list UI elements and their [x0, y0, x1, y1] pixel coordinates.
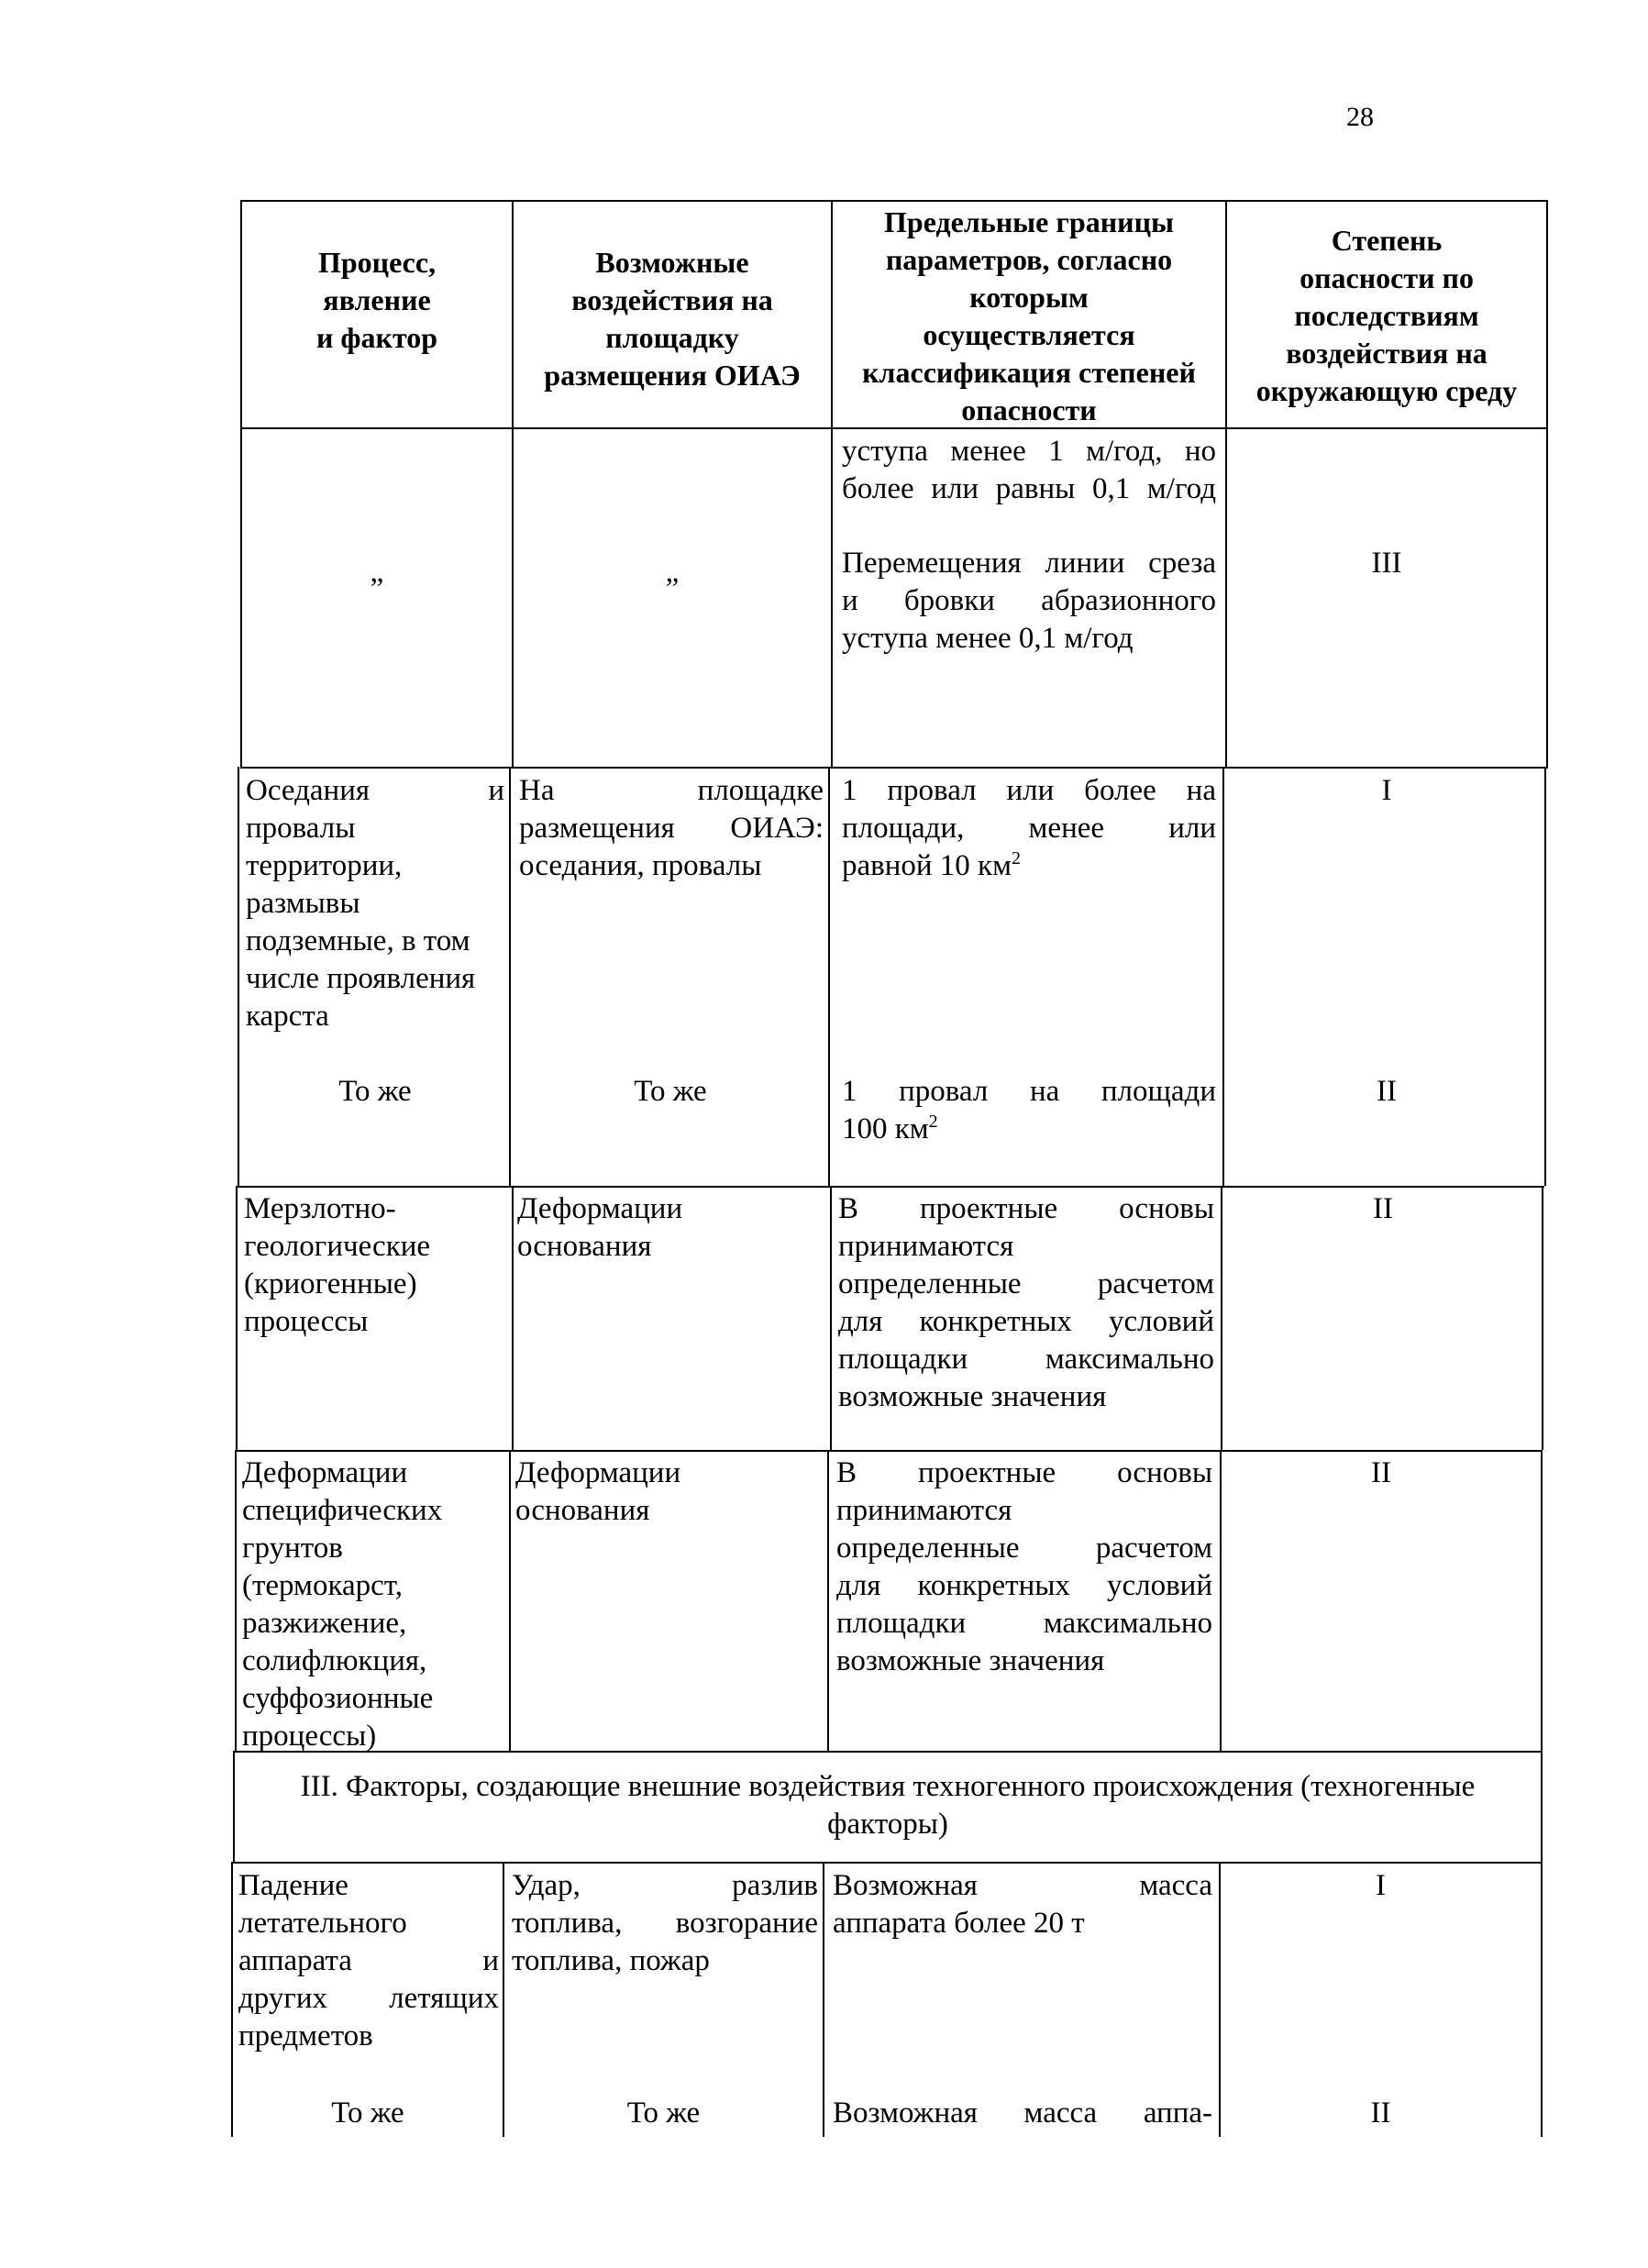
limits-cell: уступа менее 1 м/год, но более или равны 0,1 м/год — [842, 435, 1216, 505]
impact-cell: Деформации основания — [517, 1192, 683, 1263]
header-degree: Степень опасности по последствиям воздействия на окружающую среду — [1255, 224, 1518, 407]
impact-cell: Деформации основания — [515, 1456, 681, 1527]
ditto-impact: „ — [665, 556, 680, 589]
limits-cell: 1 провал на площади 100 $км^2$ — [842, 1075, 1216, 1145]
degree-cell: I — [1381, 774, 1392, 807]
limits-cell: Возможная масса аппарата более 20 т — [833, 1869, 1212, 1940]
limits-cell: 1 провал или более на площади, менее или равной 10 $км^2$ — [842, 774, 1216, 882]
limits-cell: Перемещения линии среза и бровки абразионного уступа менее 0,1 м/год — [842, 547, 1216, 655]
process-cell: Оседания и провалы территории, размывы подземные, в том числе проявления карста — [246, 774, 504, 1033]
section-heading: III. Факторы, создающие внешние воздействия техногенного происхождения (техногенные факторы) — [300, 1770, 1476, 1841]
degree-cell: II — [1371, 1456, 1391, 1489]
same-impact: То же — [634, 1075, 707, 1108]
limits-cell: Возможная масса аппа- — [833, 2097, 1212, 2130]
header-process: Процесс, явление и фактор — [315, 246, 438, 354]
same-process: То же — [331, 2097, 404, 2130]
impact-cell: На площадке размещения ОИАЭ: оседания, провалы — [519, 774, 824, 882]
degree-cell: II — [1370, 2097, 1391, 2130]
degree-cell: I — [1376, 1869, 1386, 1902]
header-limits: Предельные границы параметров, согласно которым осуществляется классификация степеней опасности — [862, 205, 1196, 426]
degree-cell: II — [1373, 1192, 1393, 1225]
degree-cell: II — [1377, 1075, 1397, 1108]
limits-cell: В проектные основы принимаются определенные расчетом для конкретных условий площадки максимально возможные значения — [838, 1192, 1214, 1413]
same-impact: То же — [626, 2097, 701, 2130]
process-cell: Падение летательного аппарата и других летящих предметов — [238, 1869, 499, 2052]
degree-cell: III — [1371, 547, 1402, 580]
page-number: 28 — [1346, 102, 1374, 132]
same-process: То же — [338, 1075, 412, 1108]
header-impact: Возможные воздействия на площадку размещения ОИАЭ — [544, 246, 801, 392]
impact-cell: Удар, разлив топлива, возгорание топлива, пожар — [512, 1869, 818, 1977]
limits-cell: В проектные основы принимаются определенные расчетом для конкретных условий площадки максимально возможные значения — [836, 1456, 1212, 1677]
process-cell: Мерзлотно- геологические (криогенные) процессы — [244, 1192, 431, 1338]
process-cell: Деформации специфических грунтов (термокарст, разжижение, солифлюкция, суффозионные процессы) — [242, 1456, 443, 1753]
ditto-process: „ — [370, 556, 384, 589]
